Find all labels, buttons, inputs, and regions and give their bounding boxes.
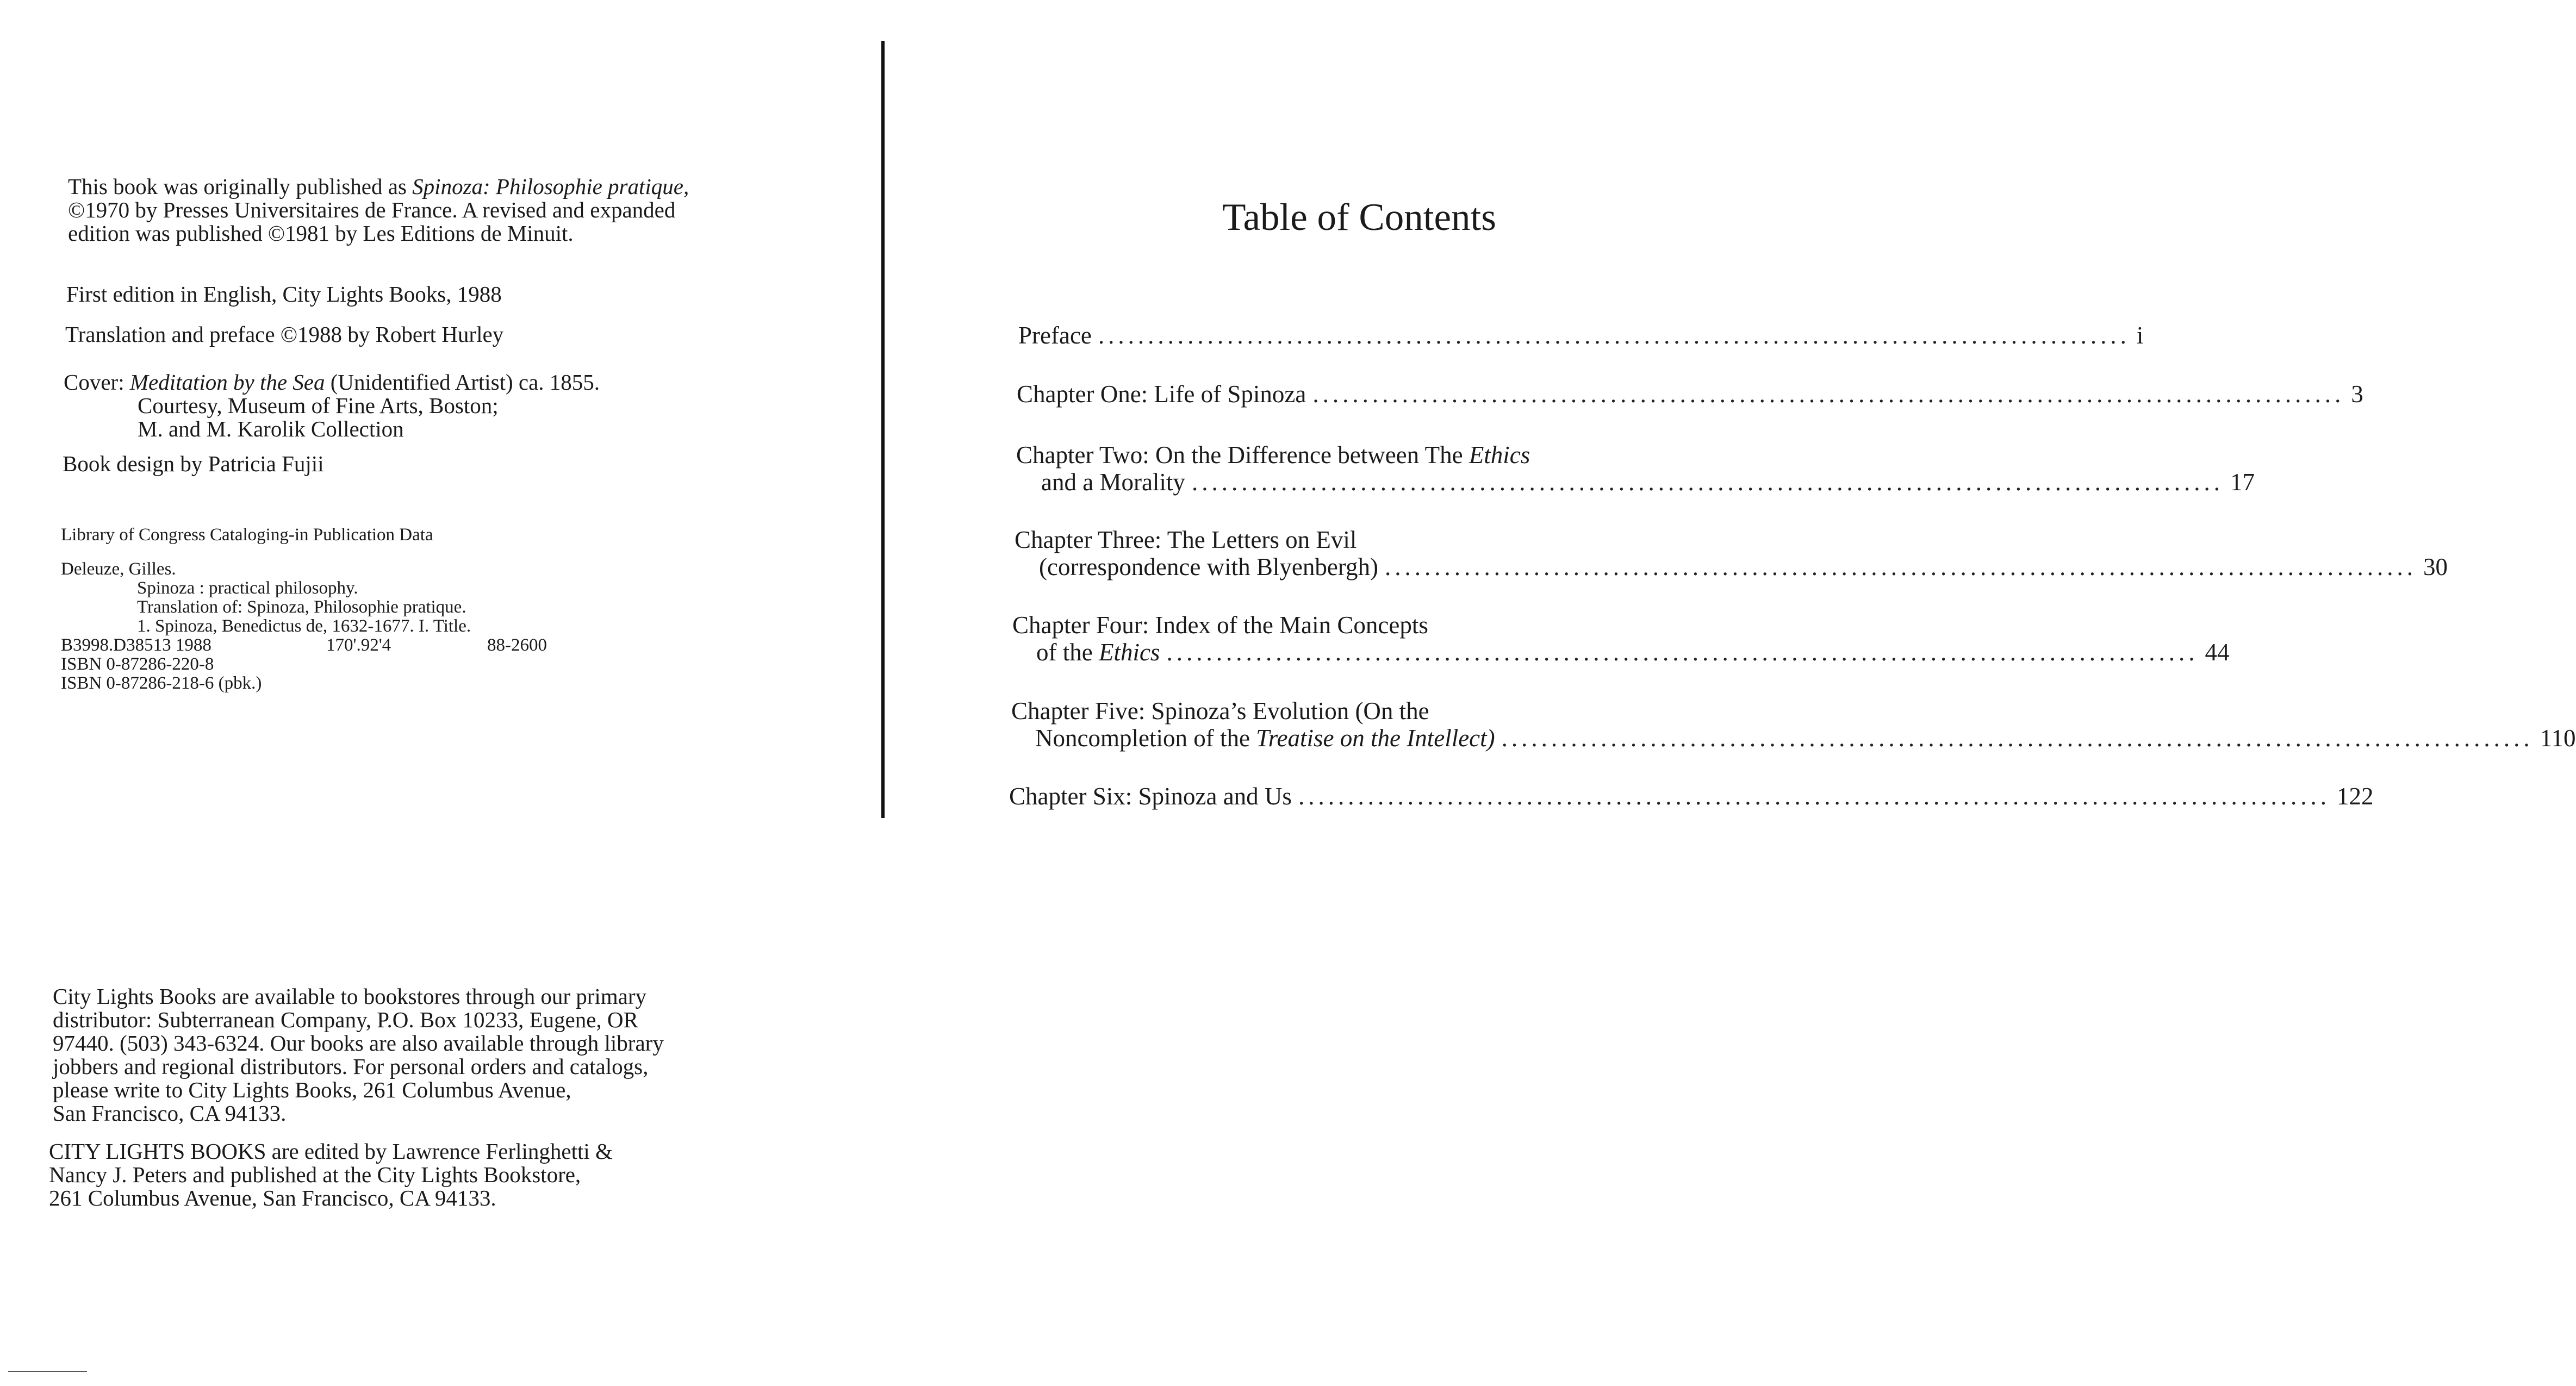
cip-heading: Library of Congress Cataloging-in Publication Data — [61, 525, 433, 545]
cip-title: Spinoza : practical philosophy. — [137, 578, 358, 598]
cover-line-2: Courtesy, Museum of Fine Arts, Boston; — [138, 393, 499, 418]
translation-credit: Translation and preface ©1988 by Robert Hurley — [65, 322, 504, 347]
dot-leader: ........................................................................................................ — [1384, 553, 2417, 580]
dot-leader: ........................................................................................................ — [1312, 380, 2345, 408]
cip-lccn: 88-2600 — [487, 635, 547, 655]
distribution-line-3: 97440. (503) 343-6324. Our books are also available through library — [53, 1031, 664, 1056]
first-edition-note: First edition in English, City Lights Books, 1988 — [66, 282, 502, 307]
toc-label: Chapter Five: Spinoza’s Evolution (On the — [1011, 697, 1429, 725]
toc-label: Chapter Four: Index of the Main Concepts — [1012, 611, 1428, 639]
toc-title: Table of Contents — [1222, 196, 1496, 239]
cover-line-1: Cover: Meditation by the Sea (Unidentified Artist) ca. 1855. — [64, 370, 600, 395]
toc-page-number: i — [2136, 322, 2144, 349]
cip-dewey: 170'.92'4 — [326, 635, 391, 655]
toc-page-number: 122 — [2336, 783, 2374, 810]
toc-label: Chapter One: Life of Spinoza — [1017, 380, 1306, 408]
dot-leader: ........................................................................................................ — [1098, 322, 2130, 349]
cip-author: Deleuze, Gilles. — [61, 559, 176, 579]
toc-label: Preface — [1018, 322, 1092, 349]
toc-page-number: 110 — [2540, 725, 2576, 752]
editors-note — [49, 1140, 613, 1210]
dot-leader: ........................................................................................................ — [1166, 639, 2199, 666]
dot-leader: ........................................................................................................ — [1191, 469, 2224, 496]
cip-subjects: 1. Spinoza, Benedictus de, 1632-1677. I. Title. — [137, 616, 471, 636]
toc-label: Chapter Three: The Letters on Evil — [1015, 526, 1357, 553]
toc-entry-chapter-six[interactable] — [0, 783, 2374, 810]
toc-page-number: 44 — [2205, 639, 2230, 666]
cip-isbn-paper: ISBN 0-87286-218-6 (pbk.) — [61, 673, 262, 693]
toc-entry-chapter-two[interactable] — [0, 441, 2255, 496]
publication-line-2: ©1970 by Presses Universitaires de France. A revised and expanded — [68, 197, 676, 222]
dot-leader: ........................................................................................................ — [1501, 725, 2534, 752]
cover-line-3: M. and M. Karolik Collection — [138, 416, 404, 441]
toc-page-number: 17 — [2230, 469, 2255, 496]
publication-history — [68, 175, 689, 245]
editors-line-3: 261 Columbus Avenue, San Francisco, CA 94133. — [49, 1185, 496, 1210]
toc-page-number: 30 — [2423, 553, 2448, 580]
toc-label: Chapter Two: On the Difference between The Ethics — [1016, 441, 1530, 469]
toc-entry-preface[interactable] — [0, 322, 2144, 349]
cip-call-number: B3998.D38513 1988 — [61, 635, 211, 655]
editors-line-2: Nancy J. Peters and published at the City Lights Bookstore, — [49, 1162, 581, 1187]
toc-page-number: 3 — [2351, 380, 2363, 408]
distribution-line-5: please write to City Lights Books, 261 Columbus Avenue, — [53, 1077, 571, 1102]
cip-isbn-cloth: ISBN 0-87286-220-8 — [61, 654, 214, 674]
editors-line-1: CITY LIGHTS BOOKS are edited by Lawrence Ferlinghetti & — [49, 1139, 613, 1164]
publication-line-1: This book was originally published as Spinoza: Philosophie pratique, — [68, 174, 689, 199]
toc-entry-chapter-one[interactable] — [0, 380, 2363, 408]
publication-line-3: edition was published ©1981 by Les Editions de Minuit. — [68, 221, 574, 246]
dot-leader: ........................................................................................................ — [1298, 783, 2330, 810]
toc-label-continued: of the Ethics — [1036, 639, 1160, 666]
distribution-line-1: City Lights Books are available to bookstores through our primary — [53, 984, 647, 1009]
toc-label-continued: (correspondence with Blyenbergh) — [1039, 553, 1378, 580]
distribution-line-6: San Francisco, CA 94133. — [53, 1101, 287, 1126]
toc-entry-chapter-four[interactable] — [0, 611, 2230, 666]
toc-label-continued: and a Morality — [1041, 469, 1185, 496]
distribution-line-4: jobbers and regional distributors. For personal orders and catalogs, — [53, 1054, 649, 1079]
toc-label-continued: Noncompletion of the Treatise on the Intellect) — [1035, 725, 1495, 752]
distribution-note — [53, 985, 664, 1125]
toc-label: Chapter Six: Spinoza and Us — [1009, 783, 1292, 810]
toc-entry-chapter-five[interactable] — [0, 697, 2576, 752]
bottom-rule — [8, 1371, 87, 1372]
distribution-line-2: distributor: Subterranean Company, P.O. Box 10233, Eugene, OR — [53, 1007, 638, 1032]
toc-entry-chapter-three[interactable] — [0, 526, 2448, 580]
book-design-credit: Book design by Patricia Fujii — [63, 451, 324, 476]
cip-translation-of: Translation of: Spinoza, Philosophie pratique. — [137, 597, 466, 617]
